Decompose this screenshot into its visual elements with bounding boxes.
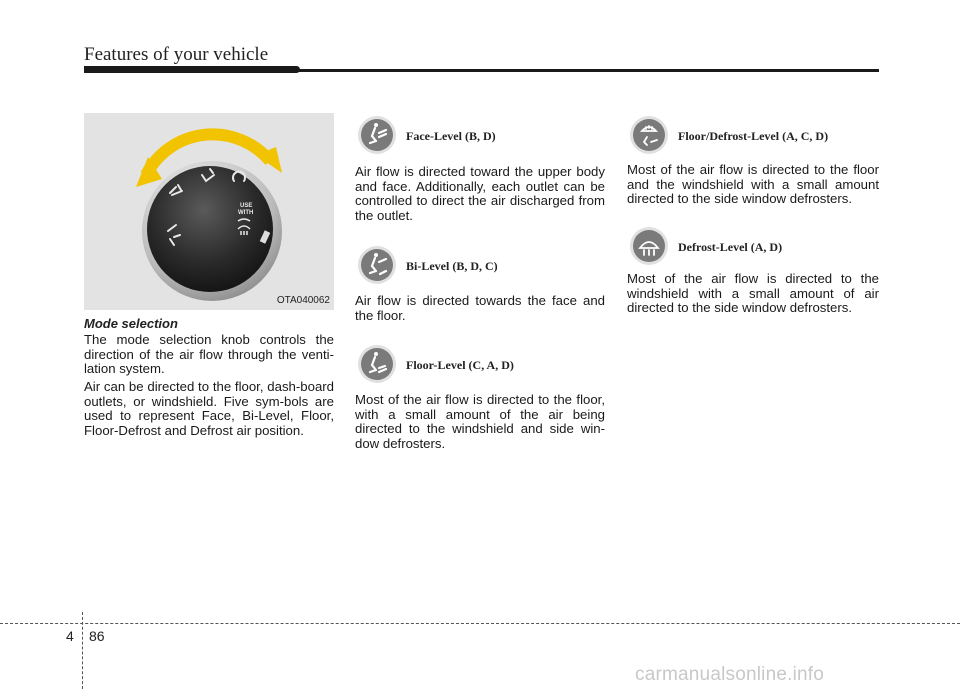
face-level-label: Face-Level (B, D)	[406, 129, 496, 143]
face-level-icon	[357, 115, 397, 155]
bi-level-icon	[357, 245, 397, 285]
floor-level-text: Most of the air flow is directed to the floor, with a small amount of the air being directed to the windshield and side win-dow defrosters.	[355, 392, 605, 451]
bi-level-label: Bi-Level (B, D, C)	[406, 259, 498, 273]
floor-defrost-label: Floor/Defrost-Level (A, C, D)	[678, 129, 829, 143]
mode-knob	[147, 166, 273, 292]
figure-code: OTA040062	[276, 295, 330, 306]
bi-level-text: Air flow is directed towards the face and the floor.	[355, 293, 605, 323]
mode-selection-para-2: Air can be directed to the floor, dash-board outlets, or windshield. Five sym-bols are used to represent Face, Bi-Level, Floor, Floor-Defrost and Defrost air position.	[84, 379, 334, 438]
page-header-title: Features of your vehicle	[84, 44, 269, 65]
footer-chapter-number: 4	[66, 628, 74, 644]
header-rule-accent	[84, 66, 300, 73]
floor-level-label: Floor-Level (C, A, D)	[406, 358, 514, 372]
defrost-label: Defrost-Level (A, D)	[678, 240, 783, 254]
defrost-icon	[629, 226, 669, 266]
watermark: carmanualsonline.info	[635, 664, 825, 685]
face-level-text: Air flow is directed toward the upper body and face. Additionally, each outlet can be controlled to direct the air discharged from the outlet.	[355, 164, 605, 223]
mode-knob-figure	[84, 113, 334, 310]
mode-selection-para-1: The mode selection knob controls the direction of the air flow through the venti-lation system.	[84, 332, 334, 377]
mode-selection-title: Mode selection	[84, 316, 178, 331]
mode-knob-illustration	[84, 113, 334, 310]
knob-with-text: WITH	[238, 210, 254, 216]
knob-use-text: USE	[240, 203, 253, 209]
floor-level-icon	[357, 344, 397, 384]
floor-defrost-text: Most of the air flow is directed to the floor and the windshield with a small amount directed to the side window defrosters.	[627, 162, 879, 207]
defrost-text: Most of the air flow is directed to the windshield with a small amount of air directed to the side window defrosters.	[627, 271, 879, 316]
floor-defrost-icon	[629, 115, 669, 155]
footer-page-number: 86	[89, 628, 105, 644]
footer-divider	[82, 612, 83, 689]
footer-rule	[0, 623, 960, 624]
